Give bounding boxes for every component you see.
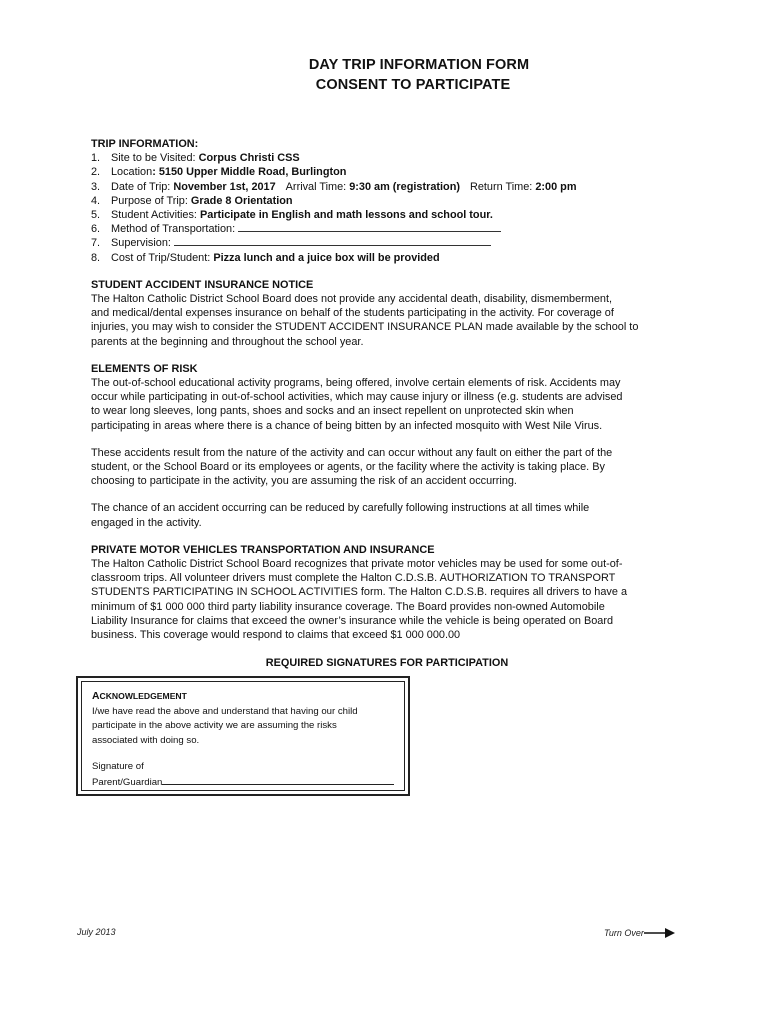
trip-info-list <box>91 151 691 265</box>
date-label: Date of Trip: <box>111 180 174 193</box>
purpose-value: Grade 8 Orientation <box>190 194 293 207</box>
activities-value: Participate in English and math lessons and school tour. <box>200 209 493 222</box>
signature-row: Parent/Guardian <box>92 775 396 791</box>
transport-heading: PRIVATE MOTOR VEHICLES TRANSPORTATION AND INSURANCE <box>91 543 435 556</box>
signature-label: Signature of <box>92 761 144 772</box>
form-title: DAY TRIP INFORMATION FORM <box>308 57 530 73</box>
site-label: Site to be Visited: <box>111 152 199 165</box>
list-item: 2. Location: 5150 Upper Middle Road, Burlington <box>91 166 347 179</box>
insurance-paragraph: The Halton Catholic District School Board does not provide any accidental death, disability, dismemberment, and medical/dental expenses insurance on behalf of the students participating in the activity. For coverage of injuries, you may wish to consider the STUDENT ACCIDENT INSURANCE PLAN made available by the school to parents at the beginning and throughout the school year. <box>91 293 639 348</box>
list-item: 6. Method of Transportation: <box>91 222 691 236</box>
transport-paragraph: The Halton Catholic District School Board recognizes that private motor vehicles may be used for some out-of- classroom trips. All volunteer drivers must complete the Halton C.D.S.B. AUTHORIZATION TO TRANSPORT STUDENTS PARTICIPATING IN SCHOOL ACTIVITIES form. The Halton C.D.S.B. requires all drivers to have a minimum of $1 000 000 third party liability insurance coverage. The Board provides non-owned Automobile Liability Insurance for claims that exceed the owner’s insurance while the vehicle is being operated on Board business. This coverage would respond to claims that exceed $1 000 000.00 <box>91 558 628 642</box>
purpose-label: Purpose of Trip: <box>111 194 191 207</box>
list-item: 7. Supervision: <box>91 236 691 250</box>
list-item: 3. Date of Trip: November 1st, 2017 Arrival Time: 9:30 am (registration) Return Time: 2:00 pm <box>91 180 577 193</box>
arrival-value: 9:30 am (registration) <box>349 180 460 193</box>
list-item: 4. Purpose of Trip: Grade 8 Orientation <box>91 194 293 207</box>
list-item: 1. Site to be Visited: Corpus Christi CSS <box>91 152 300 165</box>
list-item: 5. Student Activities: Participate in English and math lessons and school tour. <box>91 209 493 222</box>
trip-info-heading: TRIP INFORMATION: <box>91 138 199 150</box>
turn-over-label: Turn Over <box>604 928 644 938</box>
activities-label: Student Activities: <box>111 209 200 222</box>
footer-date: July 2013 <box>77 927 116 937</box>
location-value: : 5150 Upper Middle Road, Burlington <box>152 166 347 179</box>
location-label: Location <box>111 166 153 179</box>
risk-paragraph-3: The chance of an accident occurring can be reduced by carefully following instructions at all times while engaged in the activity. <box>91 502 590 529</box>
turn-over <box>604 927 676 939</box>
risk-paragraph-2: These accidents result from the nature of the activity and can occur without any fault on either the part of the student, or the School Board or its employees or agents, or the facility where the activity is taking place. By choosing to participate in the activity, you are assuming the risk of an accident occurring. <box>91 446 613 488</box>
risk-heading: ELEMENTS OF RISK <box>91 362 198 375</box>
insurance-heading: STUDENT ACCIDENT INSURANCE NOTICE <box>91 278 314 291</box>
acknowledgement-text: I/we have read the above and understand that having our child participate in the above activity we are assuming the risks associated with doing so. <box>92 705 358 746</box>
supervision-field[interactable] <box>174 236 491 246</box>
date-value: November 1st, 2017 <box>173 180 276 193</box>
required-signatures-heading: REQUIRED SIGNATURES FOR PARTICIPATION <box>265 657 509 669</box>
transportation-field[interactable] <box>238 222 501 232</box>
form-content <box>91 137 691 642</box>
form-subtitle: CONSENT TO PARTICIPATE <box>315 77 511 93</box>
risk-paragraph-1: The out-of-school educational activity programs, being offered, involve certain elements of risk. Accidents may occur while participating in out-of-school activities, which may cause injury or illness (e.g. students are advised to wear long sleeves, long pants, shoes and socks and an insect repellent on unprotected skin when participating in areas where there is a chance of being bitten by an infected mosquito with West Nile Virus. <box>91 377 623 432</box>
list-item: 8. Cost of Trip/Student: Pizza lunch and a juice box will be provided <box>91 251 440 264</box>
return-label: Return Time: <box>469 180 536 193</box>
cost-value: Pizza lunch and a juice box will be provided <box>213 251 440 264</box>
acknowledgement-box <box>76 676 410 796</box>
cost-label: Cost of Trip/Student: <box>111 251 214 264</box>
site-value: Corpus Christi CSS <box>198 152 300 165</box>
arrival-label: Arrival Time: <box>285 180 350 193</box>
arrow-right-icon <box>644 927 676 939</box>
signature-field[interactable] <box>162 775 394 785</box>
transportation-label: Method of Transportation: <box>111 223 239 236</box>
supervision-label: Supervision: <box>111 237 174 250</box>
acknowledgement-heading: ACKNOWLEDGEMENT <box>92 691 187 702</box>
return-value: 2:00 pm <box>535 180 577 193</box>
